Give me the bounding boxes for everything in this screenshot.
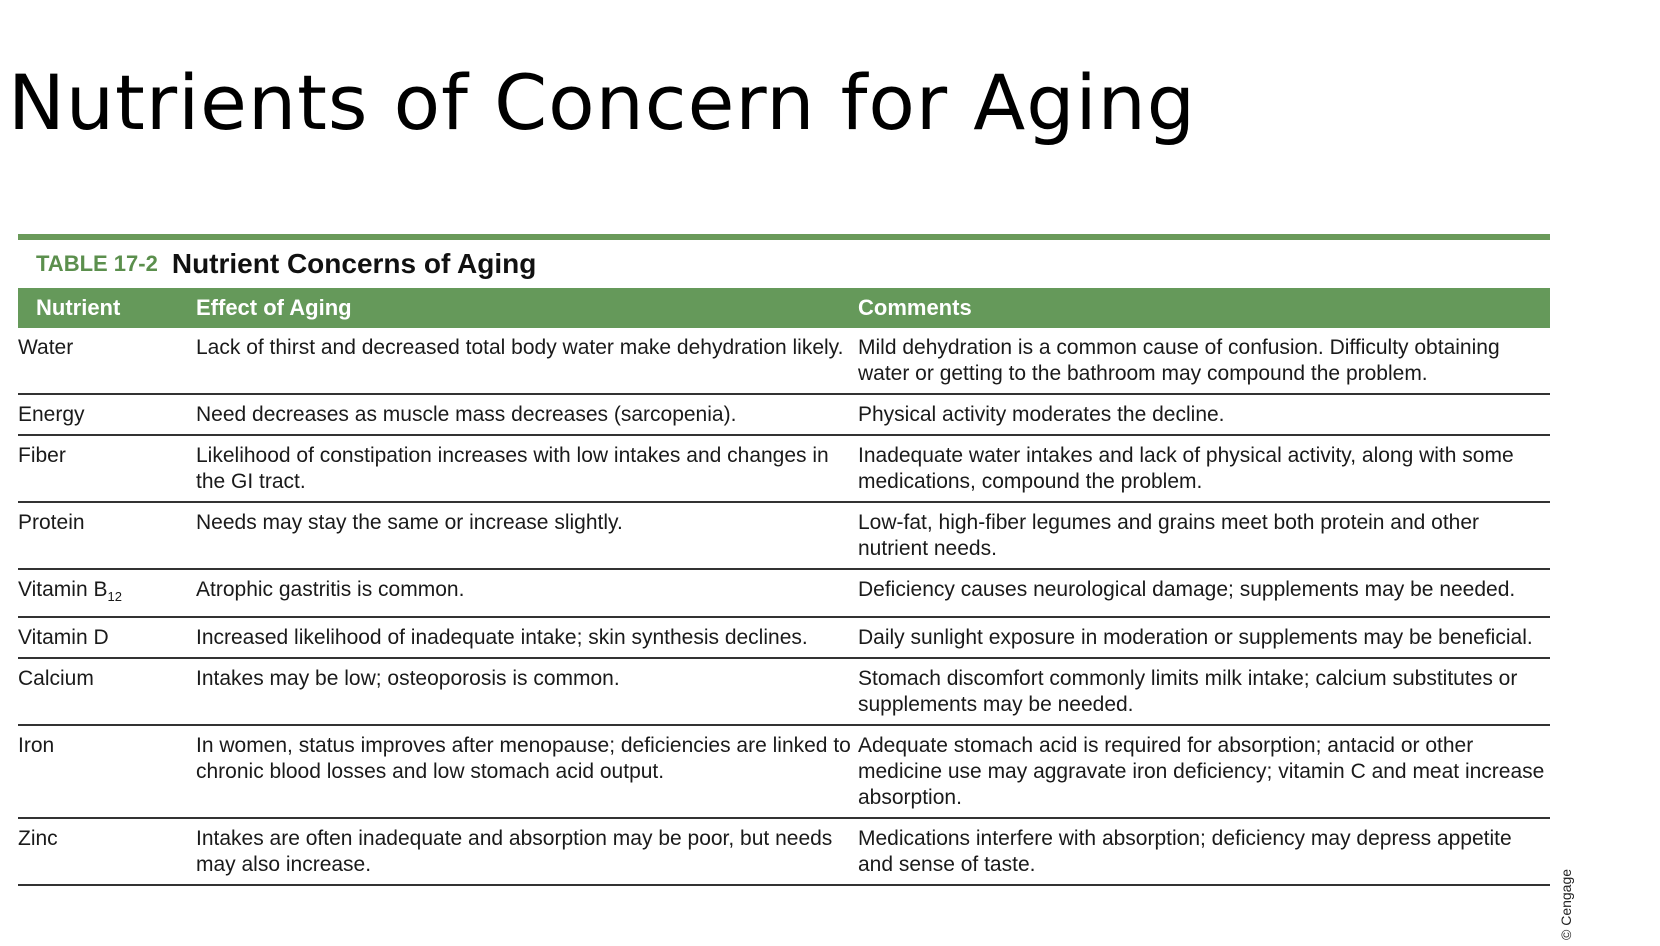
nutrient-cell: Zinc <box>18 818 196 885</box>
table-row <box>18 617 1550 658</box>
table-title: Nutrient Concerns of Aging <box>171 248 537 279</box>
table-row <box>18 394 1550 435</box>
table-number: TABLE 17-2 <box>36 251 158 276</box>
comments-cell: Physical activity moderates the decline. <box>858 394 1550 435</box>
nutrient-subscript: 12 <box>107 589 122 604</box>
nutrient-table-figure <box>18 234 1550 886</box>
nutrient-cell: Vitamin D <box>18 617 196 658</box>
header-nutrient: Nutrient <box>18 288 196 328</box>
effect-cell: Lack of thirst and decreased total body water make dehydration likely. <box>196 328 858 394</box>
comments-cell: Inadequate water intakes and lack of physical activity, along with some medications, compound the problem. <box>858 435 1550 502</box>
nutrient-cell: Iron <box>18 725 196 818</box>
comments-cell: Mild dehydration is a common cause of confusion. Difficulty obtaining water or getting to the bathroom may compound the problem. <box>858 328 1550 394</box>
effect-cell: Atrophic gastritis is common. <box>196 569 858 617</box>
copyright-credit: © Cengage <box>1558 868 1574 940</box>
slide-title: Nutrients of Concern for Aging <box>8 58 1196 147</box>
table-row <box>18 725 1550 818</box>
table-row <box>18 569 1550 617</box>
table-row <box>18 435 1550 502</box>
effect-cell: Need decreases as muscle mass decreases (sarcopenia). <box>196 394 858 435</box>
nutrient-cell: Water <box>18 328 196 394</box>
table-row <box>18 818 1550 885</box>
comments-cell: Deficiency causes neurological damage; supplements may be needed. <box>858 569 1550 617</box>
effect-cell: Intakes may be low; osteoporosis is common. <box>196 658 858 725</box>
nutrient-cell: Protein <box>18 502 196 569</box>
nutrient-cell <box>18 569 196 617</box>
nutrient-table <box>18 288 1550 886</box>
header-effect-of-aging: Effect of Aging <box>196 288 858 328</box>
comments-cell: Stomach discomfort commonly limits milk intake; calcium substitutes or supplements may be needed. <box>858 658 1550 725</box>
table-row <box>18 328 1550 394</box>
comments-cell: Daily sunlight exposure in moderation or supplements may be beneficial. <box>858 617 1550 658</box>
table-header-row <box>18 288 1550 328</box>
comments-cell: Adequate stomach acid is required for absorption; antacid or other medicine use may aggravate iron deficiency; vitamin C and meat increase absorption. <box>858 725 1550 818</box>
nutrient-name: Vitamin B <box>18 578 108 601</box>
nutrient-cell: Calcium <box>18 658 196 725</box>
nutrient-cell: Energy <box>18 394 196 435</box>
effect-cell: Needs may stay the same or increase slightly. <box>196 502 858 569</box>
comments-cell: Low-fat, high-fiber legumes and grains meet both protein and other nutrient needs. <box>858 502 1550 569</box>
effect-cell: Intakes are often inadequate and absorption may be poor, but needs may also increase. <box>196 818 858 885</box>
nutrient-cell: Fiber <box>18 435 196 502</box>
header-comments: Comments <box>858 288 1550 328</box>
effect-cell: Likelihood of constipation increases with low intakes and changes in the GI tract. <box>196 435 858 502</box>
table-row <box>18 658 1550 725</box>
table-caption <box>18 240 1550 288</box>
effect-cell: In women, status improves after menopause; deficiencies are linked to chronic blood losses and low stomach acid output. <box>196 725 858 818</box>
comments-cell: Medications interfere with absorption; deficiency may depress appetite and sense of taste. <box>858 818 1550 885</box>
table-row <box>18 502 1550 569</box>
effect-cell: Increased likelihood of inadequate intake; skin synthesis declines. <box>196 617 858 658</box>
